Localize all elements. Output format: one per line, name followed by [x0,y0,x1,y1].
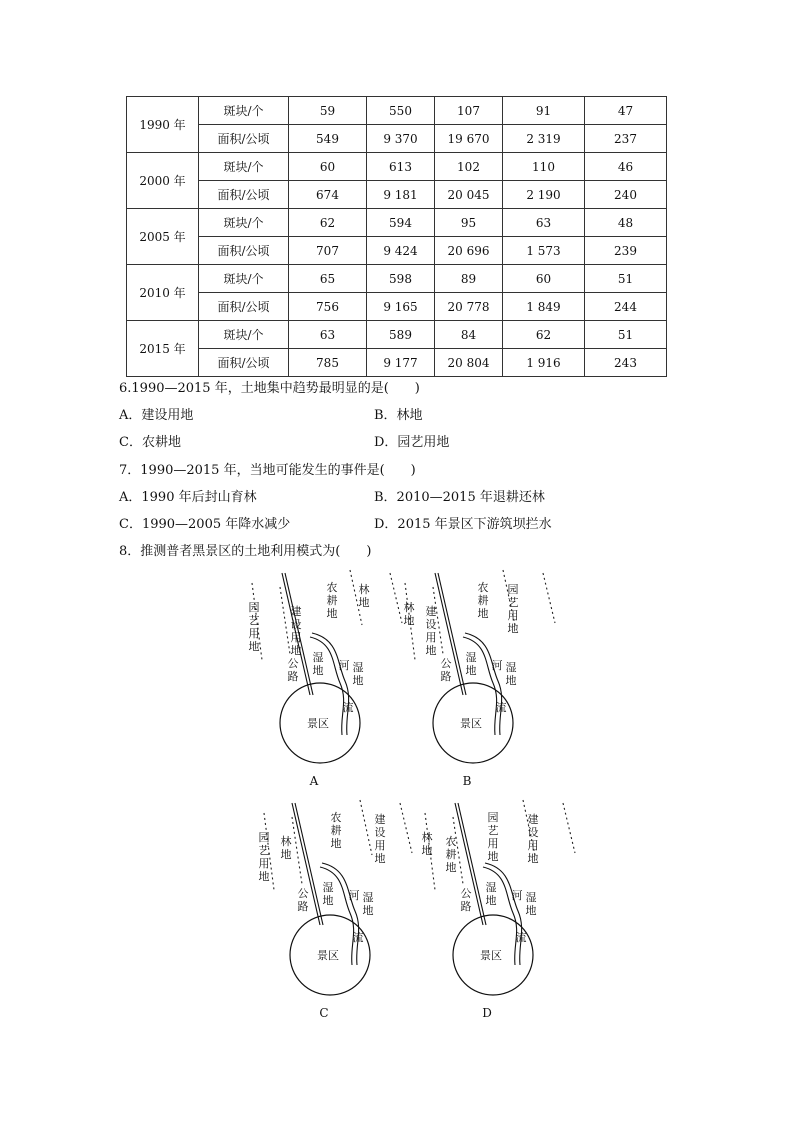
value-cell: 62 [503,321,585,349]
metric-label-cell: 斑块/个 [199,97,289,125]
land-use-label-construction: 建设用地 [290,605,302,657]
value-cell: 46 [585,153,667,181]
value-cell: 1 849 [503,293,585,321]
value-cell: 20 804 [435,349,503,377]
road-label: 公路 [460,887,472,913]
value-cell: 239 [585,237,667,265]
diagram-svg [413,795,583,1025]
question-6-stem: 6.1990—2015 年，土地集中趋势最明显的是( ) [119,381,420,396]
value-cell: 60 [503,265,585,293]
wetland-label: 湿地 [505,661,517,687]
value-cell: 20 045 [435,181,503,209]
value-cell: 2 319 [503,125,585,153]
q7-option-b: B．2010—2015 年退耕还林 [374,490,545,505]
metric-label-cell: 斑块/个 [199,153,289,181]
diagram-d [413,795,583,1029]
road-label: 公路 [287,657,299,683]
table-row [127,265,667,293]
diagram-svg [393,565,563,795]
wetland-label: 湿地 [465,651,477,677]
value-cell: 48 [585,209,667,237]
value-cell: 9 177 [367,349,435,377]
river-label: 河 [338,659,350,672]
value-cell: 102 [435,153,503,181]
value-cell: 19 670 [435,125,503,153]
value-cell: 756 [289,293,367,321]
wetland-label: 湿地 [485,881,497,907]
value-cell: 110 [503,153,585,181]
table-row [127,349,667,377]
land-use-label-garden: 园艺用地 [258,831,270,883]
value-cell: 550 [367,97,435,125]
value-cell: 47 [585,97,667,125]
value-cell: 107 [435,97,503,125]
q7-option-c: C．1990—2005 年降水减少 [119,517,291,532]
boundary-dashed-line [360,800,372,855]
boundary-dashed-line [280,587,290,654]
road-label: 公路 [440,657,452,683]
river-label: 流 [342,701,354,714]
value-cell: 549 [289,125,367,153]
value-cell: 594 [367,209,435,237]
land-use-label-forest: 林地 [280,835,292,861]
value-cell: 1 573 [503,237,585,265]
land-use-label-construction: 建设用地 [527,813,539,865]
value-cell: 59 [289,97,367,125]
land-use-label-garden: 园艺用地 [248,601,260,653]
river-label: 河 [491,659,503,672]
year-cell: 2000 年 [127,153,199,209]
metric-label-cell: 面积/公顷 [199,237,289,265]
metric-label-cell: 斑块/个 [199,209,289,237]
land-use-label-forest: 林地 [421,831,433,857]
land-use-label-farmland: 农耕地 [330,811,342,850]
value-cell: 63 [289,321,367,349]
land-use-label-construction: 建设用地 [374,813,386,865]
value-cell: 785 [289,349,367,377]
land-use-label-forest: 林地 [358,583,370,609]
question-7-stem: 7．1990—2015 年，当地可能发生的事件是( ) [119,463,416,478]
river-label: 流 [352,931,364,944]
table-row [127,237,667,265]
year-cell: 2010 年 [127,265,199,321]
value-cell: 589 [367,321,435,349]
q6-option-d: D．园艺用地 [374,435,450,450]
value-cell: 51 [585,321,667,349]
wetland-label: 湿地 [352,661,364,687]
metric-label-cell: 斑块/个 [199,265,289,293]
value-cell: 674 [289,181,367,209]
wetland-label: 湿地 [362,891,374,917]
land-use-label-garden: 园艺用地 [507,583,519,635]
land-use-label-garden: 园艺用地 [487,811,499,863]
year-cell: 2005 年 [127,209,199,265]
question-8-stem: 8．推测普者黑景区的土地利用模式为( ) [119,544,372,559]
table-row [127,293,667,321]
table-row [127,153,667,181]
scenic-area-label: 景区 [317,949,339,962]
value-cell: 244 [585,293,667,321]
value-cell: 89 [435,265,503,293]
river-label: 流 [495,701,507,714]
diagram-option-label: B [462,774,472,788]
river-label: 河 [348,889,360,902]
river-label: 河 [511,889,523,902]
value-cell: 63 [503,209,585,237]
metric-label-cell: 面积/公顷 [199,181,289,209]
land-use-table [126,96,667,377]
value-cell: 1 916 [503,349,585,377]
value-cell: 51 [585,265,667,293]
value-cell: 9 165 [367,293,435,321]
value-cell: 237 [585,125,667,153]
table-row [127,321,667,349]
land-use-label-farmland: 农耕地 [477,581,489,620]
value-cell: 240 [585,181,667,209]
land-use-label-construction: 建设用地 [425,605,437,657]
value-cell: 707 [289,237,367,265]
q6-option-c: C．农耕地 [119,435,181,450]
diagram-option-label: A [309,774,319,788]
diagram-svg [240,565,410,795]
q7-option-d: D．2015 年景区下游筑坝拦水 [374,517,552,532]
value-cell: 62 [289,209,367,237]
boundary-dashed-line [400,803,412,853]
year-cell: 2015 年 [127,321,199,377]
table-row [127,181,667,209]
value-cell: 84 [435,321,503,349]
diagram-option-label: D [482,1006,492,1020]
land-use-label-farmland: 农耕地 [326,581,338,620]
wetland-label: 湿地 [312,651,324,677]
value-cell: 60 [289,153,367,181]
scenic-area-label: 景区 [480,949,502,962]
value-cell: 20 696 [435,237,503,265]
value-cell: 598 [367,265,435,293]
value-cell: 9 424 [367,237,435,265]
boundary-dashed-line [563,803,575,853]
scenic-area-label: 景区 [460,717,482,730]
diagram-svg [250,795,420,1025]
metric-label-cell: 面积/公顷 [199,125,289,153]
boundary-dashed-line [543,573,555,623]
value-cell: 20 778 [435,293,503,321]
value-cell: 243 [585,349,667,377]
metric-label-cell: 斑块/个 [199,321,289,349]
diagram-a [240,565,410,799]
value-cell: 9 370 [367,125,435,153]
value-cell: 9 181 [367,181,435,209]
road-label: 公路 [297,887,309,913]
table-row [127,209,667,237]
value-cell: 95 [435,209,503,237]
value-cell: 65 [289,265,367,293]
q6-option-b: B．林地 [374,408,423,423]
diagram-c [250,795,420,1029]
metric-label-cell: 面积/公顷 [199,293,289,321]
river-label: 流 [515,931,527,944]
wetland-label: 湿地 [525,891,537,917]
value-cell: 613 [367,153,435,181]
year-cell: 1990 年 [127,97,199,153]
diagram-b [393,565,563,799]
wetland-label: 湿地 [322,881,334,907]
land-use-label-forest: 林地 [403,601,415,627]
q7-option-a: A．1990 年后封山育林 [119,490,257,505]
value-cell: 2 190 [503,181,585,209]
metric-label-cell: 面积/公顷 [199,349,289,377]
land-use-label-farmland: 农耕地 [445,835,457,874]
scenic-area-label: 景区 [307,717,329,730]
diagram-option-label: C [319,1006,329,1020]
table-row [127,125,667,153]
q6-option-a: A．建设用地 [119,408,194,423]
value-cell: 91 [503,97,585,125]
table-row [127,97,667,125]
